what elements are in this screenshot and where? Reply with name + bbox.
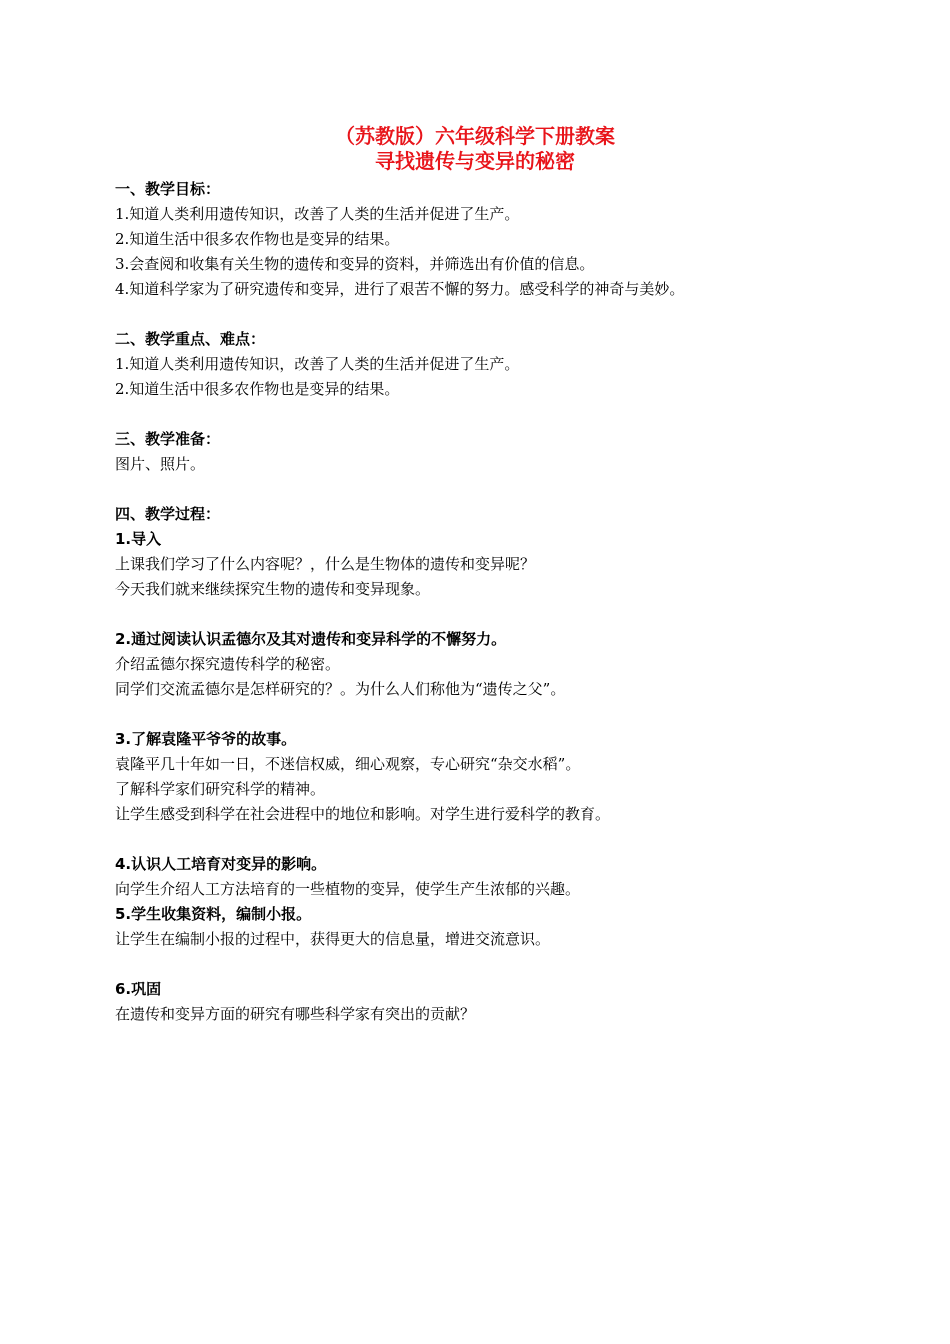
document-body [115,177,875,1027]
process-step-text: 袁隆平几十年如一日，不迷信权威，细心观察，专心研究“杂交水稻”。 [115,755,581,773]
process-step-text: 在遗传和变异方面的研究有哪些科学家有突出的贡献？ [115,1005,476,1023]
section-heading-key-points: 二、教学重点、难点： [115,330,266,348]
preparation-item: 图片、照片。 [115,455,206,473]
key-point-item: 1.知道人类利用遗传知识，改善了人类的生活并促进了生产。 [115,355,520,373]
objective-item: 3.会查阅和收集有关生物的遗传和变异的资料，并筛选出有价值的信息。 [115,255,595,273]
process-step-heading: 4.认识人工培育对变异的影响。 [115,855,327,873]
key-point-item: 2.知道生活中很多农作物也是变异的结果。 [115,380,400,398]
process-step-heading: 3.了解袁隆平爷爷的故事。 [115,730,297,748]
document-title: （苏教版）六年级科学下册教案 [335,124,615,148]
process-step-text: 了解科学家们研究科学的精神。 [115,780,326,798]
process-step-text: 今天我们就来继续探究生物的遗传和变异现象。 [115,580,431,598]
section-heading-process: 四、教学过程： [115,505,221,523]
process-step-text: 上课我们学习了什么内容呢？，什么是生物体的遗传和变异呢？ [115,555,536,573]
process-step-text: 介绍孟德尔探究遗传科学的秘密。 [115,655,341,673]
process-step-heading: 5.学生收集资料，编制小报。 [115,905,312,923]
objective-item: 4.知道科学家为了研究遗传和变异，进行了艰苦不懈的努力。感受科学的神奇与美妙。 [115,280,685,298]
process-step-text: 让学生感受到科学在社会进程中的地位和影响。对学生进行爱科学的教育。 [115,805,611,823]
section-heading-preparation: 三、教学准备： [115,430,221,448]
objective-item: 1.知道人类利用遗传知识，改善了人类的生活并促进了生产。 [115,205,520,223]
process-step-heading: 1.导入 [115,530,162,548]
objective-item: 2.知道生活中很多农作物也是变异的结果。 [115,230,400,248]
document-subtitle: 寻找遗传与变异的秘密 [375,149,575,173]
process-step-heading: 2.通过阅读认识孟德尔及其对遗传和变异科学的不懈努力。 [115,630,507,648]
process-step-text: 同学们交流孟德尔是怎样研究的？。为什么人们称他为“遗传之父”。 [115,680,566,698]
process-step-heading: 6.巩固 [115,980,162,998]
process-step-text: 向学生介绍人工方法培育的一些植物的变异，使学生产生浓郁的兴趣。 [115,880,581,898]
section-heading-objectives: 一、教学目标： [115,180,221,198]
process-step-text: 让学生在编制小报的过程中，获得更大的信息量，增进交流意识。 [115,930,551,948]
